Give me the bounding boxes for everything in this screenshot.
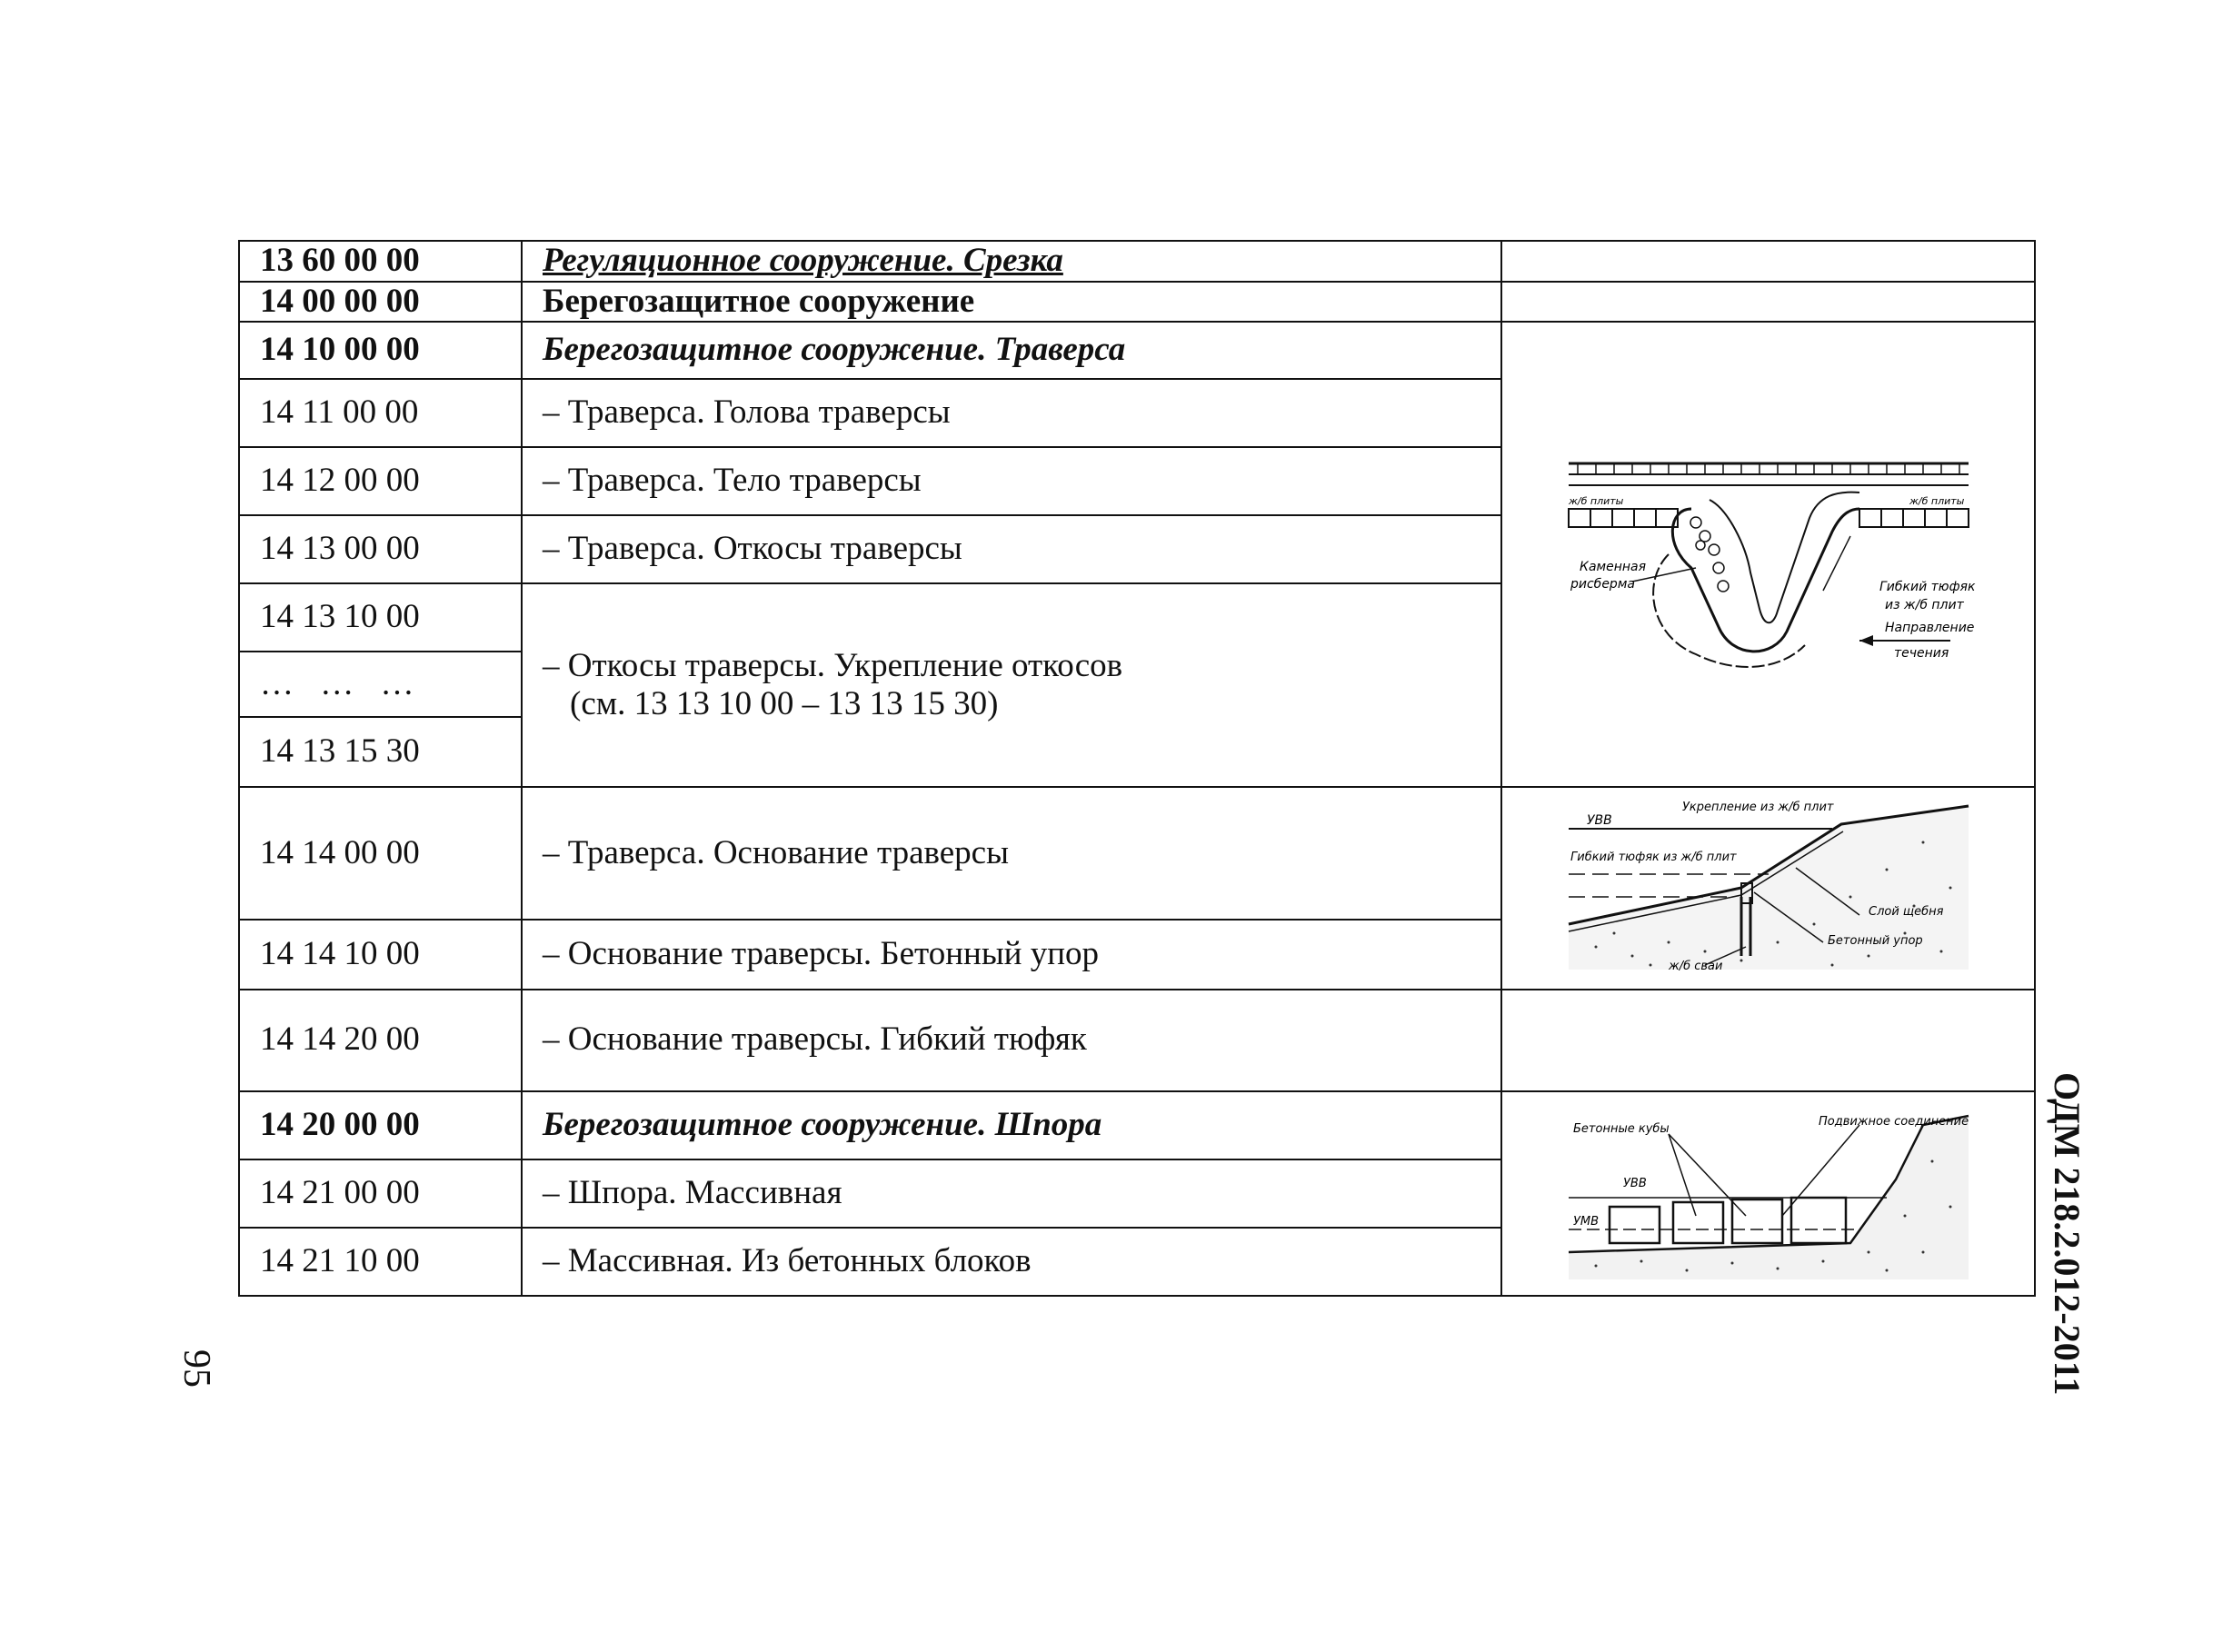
- table-row: [239, 241, 2035, 282]
- row-name: – Траверса. Тело траверсы: [522, 447, 1501, 515]
- table-row: [239, 282, 2035, 323]
- traverse-section-figure-cell: [1501, 787, 2035, 990]
- row-code: … … …: [239, 652, 522, 717]
- table-row: [239, 990, 2035, 1091]
- fig-label: Направление: [1884, 620, 1974, 635]
- row-code: 14 21 10 00: [239, 1228, 522, 1296]
- fig-label: Гибкий тюфяк из ж/б плит: [1570, 851, 1737, 865]
- row-name: [522, 241, 1501, 282]
- row-name: – Массивная. Из бетонных блоков: [522, 1228, 1501, 1296]
- fig-label: Слой щебня: [1868, 905, 1944, 920]
- classification-table: [238, 240, 2036, 1297]
- empty-cell: [1501, 241, 2035, 282]
- traverse-plan-figure-cell: [1501, 322, 2035, 787]
- row-code: 14 14 00 00: [239, 787, 522, 920]
- row-name: – Траверса. Откосы траверсы: [522, 515, 1501, 583]
- table-row: [239, 322, 2035, 379]
- row-name: [522, 583, 1501, 787]
- fig-label: УМВ: [1572, 1214, 1599, 1229]
- spur-figure: [1560, 1098, 1978, 1279]
- document-code: ОДМ 218.2.012-2011: [2047, 1072, 2088, 1396]
- fig-label: Бетонный упор: [1827, 934, 1923, 949]
- spur-figure-cell: [1501, 1091, 2035, 1296]
- row-code: 14 13 00 00: [239, 515, 522, 583]
- fig-label: ж/б плиты: [1909, 494, 1964, 507]
- row-name: Берегозащитное сооружение. Шпора: [522, 1091, 1501, 1159]
- fig-label: рисберма: [1570, 576, 1635, 592]
- fig-label: ж/б плиты: [1568, 494, 1623, 507]
- row-code: 14 00 00 00: [239, 282, 522, 323]
- fig-label: Укрепление из ж/б плит: [1681, 801, 1833, 815]
- row-name: Берегозащитное сооружение: [522, 282, 1501, 323]
- row-name: Берегозащитное сооружение. Траверса: [522, 322, 1501, 379]
- fig-label: Бетонные кубы: [1572, 1121, 1670, 1136]
- fig-label: ж/б сваи: [1668, 960, 1722, 974]
- row-code: 14 20 00 00: [239, 1091, 522, 1159]
- row-name: – Шпора. Массивная: [522, 1159, 1501, 1228]
- page-number: 95: [175, 1349, 217, 1388]
- fig-label: из ж/б плит: [1884, 597, 1964, 612]
- fig-label: УВВ: [1586, 813, 1612, 829]
- row-name: – Траверса. Основание траверсы: [522, 787, 1501, 920]
- row-code: 14 10 00 00: [239, 322, 522, 379]
- traverse-plan-figure: [1560, 409, 1978, 691]
- row-name-line: (см. 13 13 10 00 – 13 13 15 30): [570, 685, 999, 723]
- row-code: 14 11 00 00: [239, 379, 522, 447]
- fig-label: Гибкий тюфяк: [1879, 579, 1975, 594]
- fig-label: Каменная: [1579, 559, 1646, 574]
- row-name: – Основание траверсы. Бетонный упор: [522, 920, 1501, 990]
- row-code: 14 13 10 00: [239, 583, 522, 652]
- row-code: 14 14 10 00: [239, 920, 522, 990]
- table-row: [239, 1091, 2035, 1159]
- empty-cell: [1501, 282, 2035, 323]
- table-row: [239, 787, 2035, 920]
- empty-cell: [1501, 990, 2035, 1091]
- fig-label: Подвижное соединение: [1818, 1114, 1969, 1129]
- row-name: – Основание траверсы. Гибкий тюфяк: [522, 990, 1501, 1091]
- fig-label: течения: [1893, 645, 1949, 661]
- traverse-section-figure: [1560, 788, 1978, 979]
- row-code: 14 13 15 30: [239, 717, 522, 787]
- row-code: 14 14 20 00: [239, 990, 522, 1091]
- row-code: 14 21 00 00: [239, 1159, 522, 1228]
- row-name: – Траверса. Голова траверсы: [522, 379, 1501, 447]
- row-code: 14 12 00 00: [239, 447, 522, 515]
- row-code: 13 60 00 00: [239, 241, 522, 282]
- row-name-line: – Откосы траверсы. Укрепление откосов: [543, 646, 1123, 684]
- row-name-text: Регуляционное сооружение. Срезка: [543, 242, 1063, 279]
- fig-label: УВВ: [1622, 1176, 1647, 1190]
